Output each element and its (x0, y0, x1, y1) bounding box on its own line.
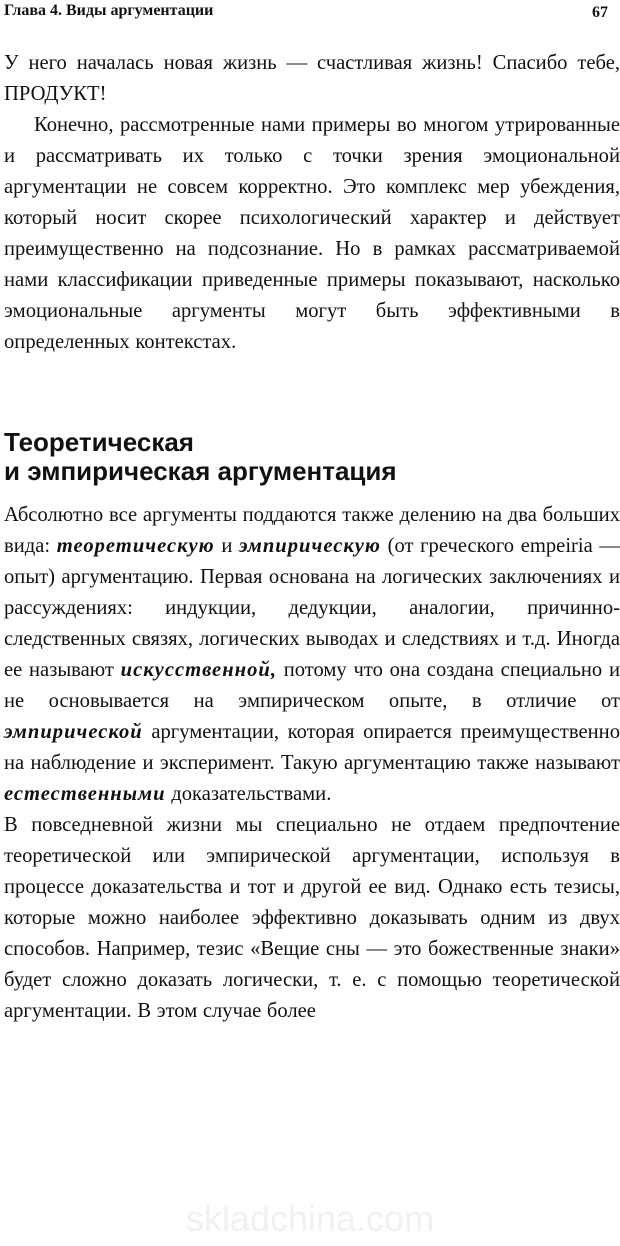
emphasis-term: эмпирическую (238, 535, 381, 557)
text-run: Абсолютно все аргументы поддаются также делению на два больших вида: (4, 504, 620, 557)
section-heading-line-1: Теоретическая (4, 427, 194, 457)
page-header (4, 2, 608, 24)
text-run: и (214, 535, 239, 557)
text-run: потому что она создана специально и не основывается на эмпирическом опыте, в отличие от (4, 659, 620, 712)
page-body-2 (4, 500, 620, 1027)
emphasis-term: искусственной, (120, 659, 277, 681)
paragraph-3 (4, 500, 620, 810)
text-run: (от греческого empeiria — опыт) аргументацию. Первая основана на логических заключениях и рассуждениях: индукции, дедукции, аналогии, причинно-следственных связях, логических выводах и следствиях и т.д. Иногда ее называют (4, 535, 620, 681)
emphasis-term: естественными (4, 783, 166, 805)
watermark: skladchina.com (185, 1198, 435, 1239)
text-run: аргументации, которая опирается преимущественно на наблюдение и эксперимент. Такую аргументацию также называют (4, 721, 620, 774)
page-number: 67 (592, 4, 608, 21)
text-run: доказательствами. (165, 783, 332, 805)
section-heading (4, 428, 397, 486)
section-heading-line-2: и эмпирическая аргументация (4, 456, 397, 486)
paragraph-1: У него началась новая жизнь — счастливая жизнь! Спасибо тебе, ПРОДУКТ! (4, 52, 620, 105)
paragraph-2: Конечно, рассмотренные нами примеры во многом утрированные и рассматривать их только с точки зрения эмоциональной аргументации не совсем корректно. Это комплекс мер убеждения, который носит скорее психологический характер и действует преимущественно на подсознание. Но в рамках рассматриваемой нами классификации приведенные примеры показывают, насколько эмоциональные аргументы могут быть эффективными в определенных контекстах. (4, 114, 620, 353)
paragraph-4: В повседневной жизни мы специально не отдаем предпочтение теоретической или эмпирической аргументации, используя в процессе доказательства и тот и другой ее вид. Однако есть тезисы, которые можно наиболее эффективно доказывать одним из двух способов. Например, тезис «Вещие сны — это божественные знаки» будет сложно доказать логически, т. е. с помощью теоретической аргументации. В этом случае более (4, 814, 620, 1022)
running-title: Глава 4. Виды аргументации (4, 2, 214, 19)
emphasis-term: теоретическую (56, 535, 215, 557)
page-body (4, 48, 620, 358)
emphasis-term: эмпирической (4, 721, 143, 743)
